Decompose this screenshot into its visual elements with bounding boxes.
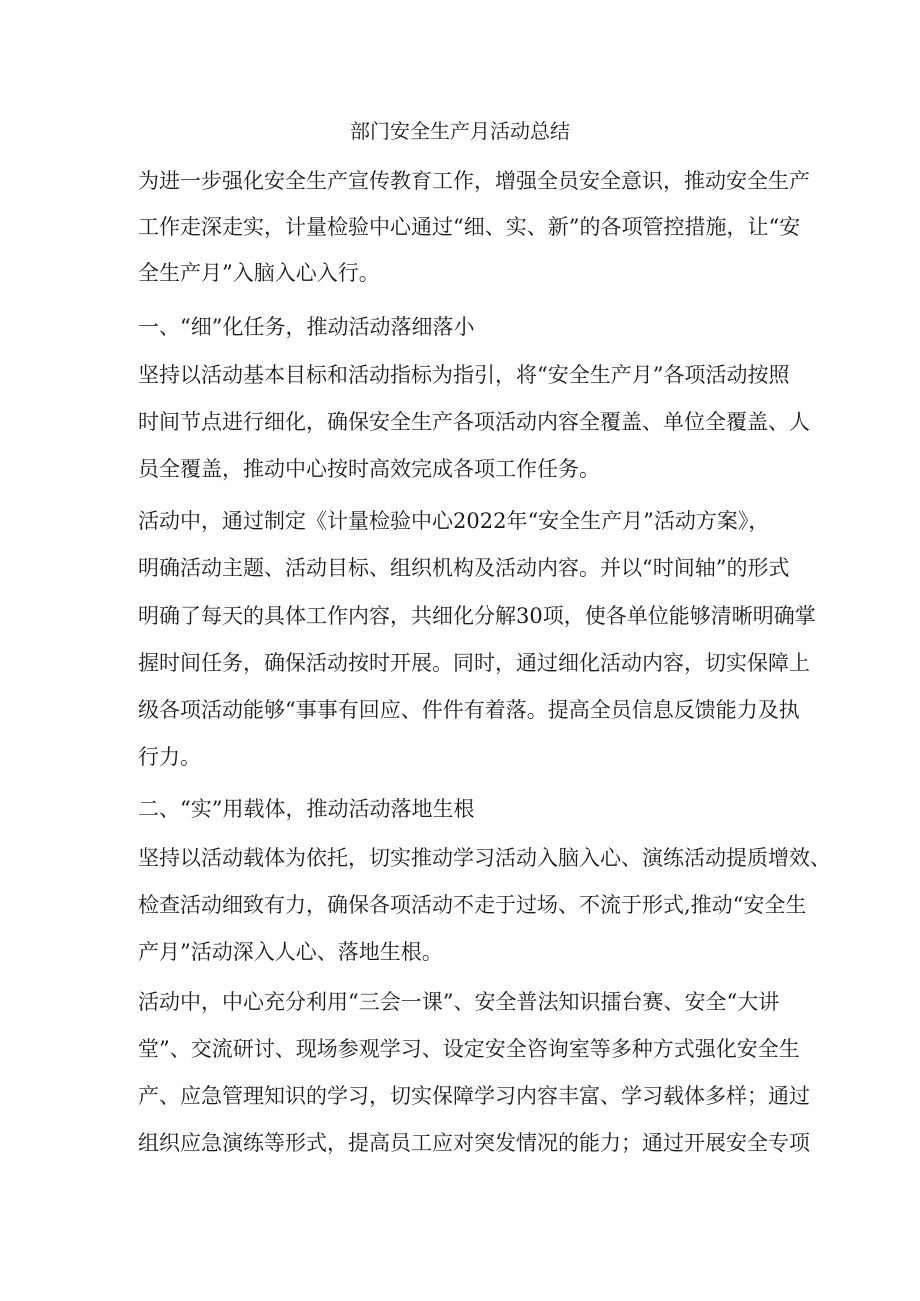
intro-line: 为进一步强化安全生产宣传教育工作，增强全员安全意识，推动安全生产	[138, 169, 810, 193]
paragraph-line: 明确了每天的具体工作内容，共细化分解30项，使各单位能够清晰明确掌	[138, 604, 816, 628]
paragraph-line: 检查活动细致有力，确保各项活动不走于过场、不流于形式,推动“安全生	[138, 893, 807, 917]
paragraph-line: 坚持以活动载体为依托，切实推动学习活动入脑入心、演练活动提质增效、	[138, 846, 831, 870]
paragraph-line: 组织应急演练等形式，提高员工应对突发情况的能力；通过开展安全专项	[138, 1131, 810, 1155]
section-heading-1: 一、“细”化任务，推动活动落细落小	[138, 315, 475, 339]
paragraph-line: 握时间任务，确保活动按时开展。同时，通过细化活动内容，切实保障上	[138, 651, 810, 675]
intro-line: 全生产月”入脑入心入行。	[138, 261, 380, 285]
paragraph-line: 坚持以活动基本目标和活动指标为指引，将“安全生产月”各项活动按照	[138, 363, 790, 387]
intro-line: 工作走深走实，计量检验中心通过“细、实、新”的各项管控措施，让“安	[138, 215, 801, 239]
paragraph-line: 员全覆盖，推动中心按时高效完成各项工作任务。	[138, 457, 600, 481]
paragraph-line: 时间节点进行细化，确保安全生产各项活动内容全覆盖、单位全覆盖、人	[138, 410, 810, 434]
paragraph-line: 堂”、交流研讨、现场参观学习、设定安全咨询室等多种方式强化安全生	[138, 1037, 800, 1061]
document-title: 部门安全生产月活动总结	[350, 119, 570, 143]
paragraph-line: 级各项活动能够“事事有回应、件件有着落。提高全员信息反馈能力及执	[138, 698, 800, 722]
paragraph-line: 产月”活动深入人心、落地生根。	[138, 940, 443, 964]
paragraph-line: 明确活动主题、活动目标、组织机构及活动内容。并以“时间轴”的形式	[138, 556, 790, 580]
paragraph-line: 活动中，中心充分利用“三会一课”、安全普法知识擂台赛、安全“大讲	[138, 990, 780, 1014]
paragraph-line: 行力。	[138, 745, 201, 769]
paragraph-line: 产、应急管理知识的学习，切实保障学习内容丰富、学习载体多样；通过	[138, 1084, 810, 1108]
paragraph-line: 活动中，通过制定《计量检验中心2022年“安全生产月”活动方案》，	[138, 509, 770, 533]
section-heading-2: 二、“实”用载体，推动活动落地生根	[138, 797, 475, 821]
